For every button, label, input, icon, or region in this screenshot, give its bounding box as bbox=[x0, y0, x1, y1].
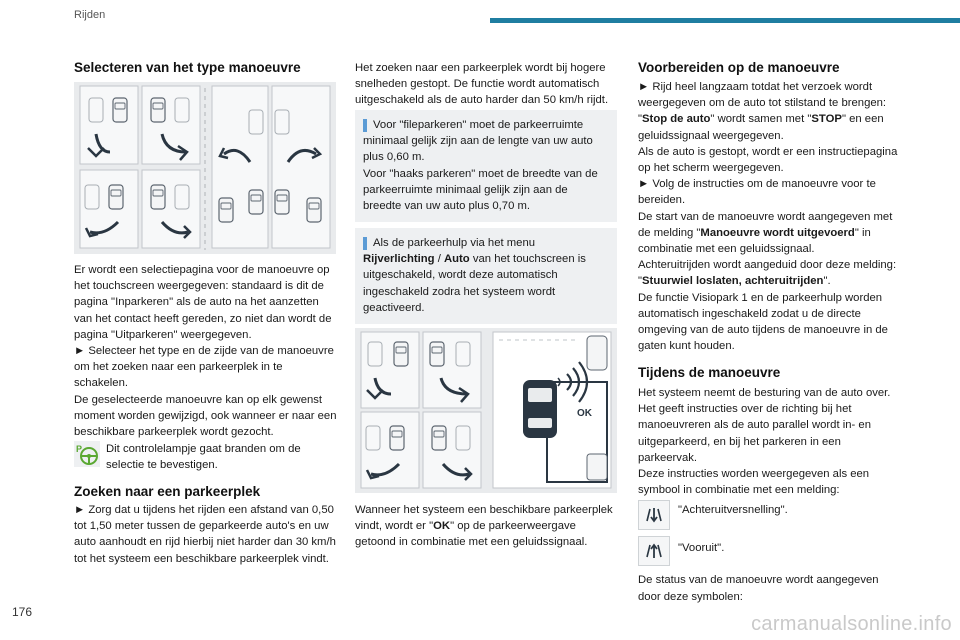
heading-prepare-manoeuvre: Voorbereiden op de manoeuvre bbox=[638, 60, 840, 75]
text-select-change: De geselecteerde manoeuvre kan op elk gewenst moment worden gewijzigd, ook wanneer er naar een beschikbare parkeerplek wordt gezocht. bbox=[74, 393, 337, 439]
text-prepare-stopped: Als de auto is gestopt, wordt er een instructiepagina op het scherm weergegeven. bbox=[638, 145, 898, 175]
text-parking-found: Wanneer het systeem een beschikbare parkeerplek vindt, wordt er "OK" op de parkeerweergave getoond in combinatie met een geluidssignaal. bbox=[355, 504, 613, 549]
text-lamp-confirm: Dit controlelampje gaat branden om de selectie te bevestigen. bbox=[106, 443, 301, 472]
page-number: 176 bbox=[12, 605, 33, 619]
info-icon bbox=[363, 237, 367, 250]
text-status-symbols: De status van de manoeuvre wordt aangegeven door deze symbolen: bbox=[638, 574, 879, 603]
text-during-symbols: Deze instructies worden weergegeven als een symbool in combinatie met een melding: bbox=[638, 468, 870, 497]
ok-label: OK bbox=[577, 408, 592, 419]
manoeuvre-selection-illustration bbox=[74, 82, 336, 254]
forward-icon bbox=[638, 536, 670, 566]
manoeuvre-selection-figure bbox=[74, 82, 336, 254]
symbol-forward-label: "Vooruit". bbox=[678, 542, 725, 555]
menu-auto: Auto bbox=[443, 253, 470, 266]
heading-during-manoeuvre: Tijdens de manoeuvre bbox=[638, 365, 781, 380]
menu-driving-lights: Rijverlichting bbox=[363, 253, 435, 266]
text-prepare-reverse: Achteruitrijden wordt aangeduid door deze melding: "Stuurwiel loslaten, achteruitrijden". bbox=[638, 259, 897, 288]
symbol-reverse-label: "Achteruitversnelling". bbox=[678, 504, 788, 517]
note2-separator: / bbox=[434, 253, 444, 266]
text-during-takeover: Het systeem neemt de besturing van de auto over. Het geeft instructies over de richting bij het manoeuvreren als de auto parallel wordt in- en uitgeparkeerd, en bij het parkeren in een parkeervak. bbox=[638, 387, 891, 464]
symbol-row-forward bbox=[638, 536, 902, 566]
text-prepare-step1: ► Rijd heel langzaam totdat het verzoek wordt weergegeven om de auto tot stilstand te brengen: "Stop de auto" wordt samen met "STOP" en een geluidssignaal weergegeven. bbox=[638, 81, 887, 142]
text-select-step: ► Selecteer het type en de zijde van de manoeuvre om het zoeken naar een parkeerplek in te schakelen. bbox=[74, 345, 334, 390]
parking-found-figure bbox=[355, 328, 617, 493]
note-parking-assist bbox=[355, 228, 617, 324]
info-icon bbox=[363, 119, 367, 132]
own-car bbox=[523, 380, 557, 438]
svg-text:P: P bbox=[76, 444, 83, 455]
parking-found-illustration bbox=[355, 328, 617, 493]
heading-search-parking: Zoeken naar een parkeerplek bbox=[74, 484, 261, 499]
symbol-row-reverse bbox=[638, 500, 902, 530]
text-prepare-start: De start van de manoeuvre wordt aangegeven met de melding "Manoeuvre wordt uitgevoerd" in combinatie met een geluidssignaal. bbox=[638, 210, 893, 256]
reverse-gear-icon bbox=[638, 500, 670, 530]
text-select-intro: Er wordt een selectiepagina voor de manoeuvre op het touchscreen weergegeven: standaard is dit de pagina "Inparkeren" als de auto na het aanzetten van het contact heeft gereden, zo niet dan wordt de pagina "Uitparkeren" weergegeven. bbox=[74, 264, 332, 341]
header-accent-bar bbox=[490, 18, 960, 23]
text-prepare-visiopark: De functie Visiopark 1 en de parkeerhulp worden automatisch ingeschakeld zodat u de directe omgeving van de auto tijdens de manoeuvre in de gaten kunt houden. bbox=[638, 291, 888, 353]
note2-text-post: van het touchscreen is uitgeschakeld, wordt deze automatisch ingeschakeld zodra het systeem wordt geactiveerd. bbox=[363, 253, 586, 314]
text-search-instructions: ► Zorg dat u tijdens het rijden een afstand van 0,50 tot 1,50 meter tussen de geparkeerde auto's en uw auto aanhoudt en rijd hierbij niet harder dan 30 km/h tot het systeem een beschikbare parkeerplek vindt. bbox=[74, 504, 336, 565]
steering-lamp-icon bbox=[74, 441, 100, 467]
note-parallel-text: Voor "fileparkeren" moet de parkeerruimte minimaal gelijk zijn aan de lengte van uw auto plus 0,60 m. bbox=[363, 119, 593, 164]
note2-text-pre: Als de parkeerhulp via het menu bbox=[373, 237, 536, 249]
note-perpendicular-text: Voor "haaks parkeren" moet de breedte van de parkeerruimte minimaal gelijk zijn aan de breedte van uw auto plus 0,70 m. bbox=[363, 167, 598, 213]
header-label: Rijden bbox=[74, 9, 106, 21]
watermark: carmanualsonline.info bbox=[751, 613, 952, 635]
note-parking-space bbox=[355, 110, 617, 222]
heading-select-manoeuvre: Selecteren van het type manoeuvre bbox=[74, 60, 301, 75]
text-prepare-step2: ► Volg de instructies om de manoeuvre voor te bereiden. bbox=[638, 178, 876, 207]
text-speed-limit: Het zoeken naar een parkeerplek wordt bij hogere snelheden gestopt. De functie wordt automatisch uitgeschakeld als de auto harder dan 50 km/h rijdt. bbox=[355, 62, 609, 107]
